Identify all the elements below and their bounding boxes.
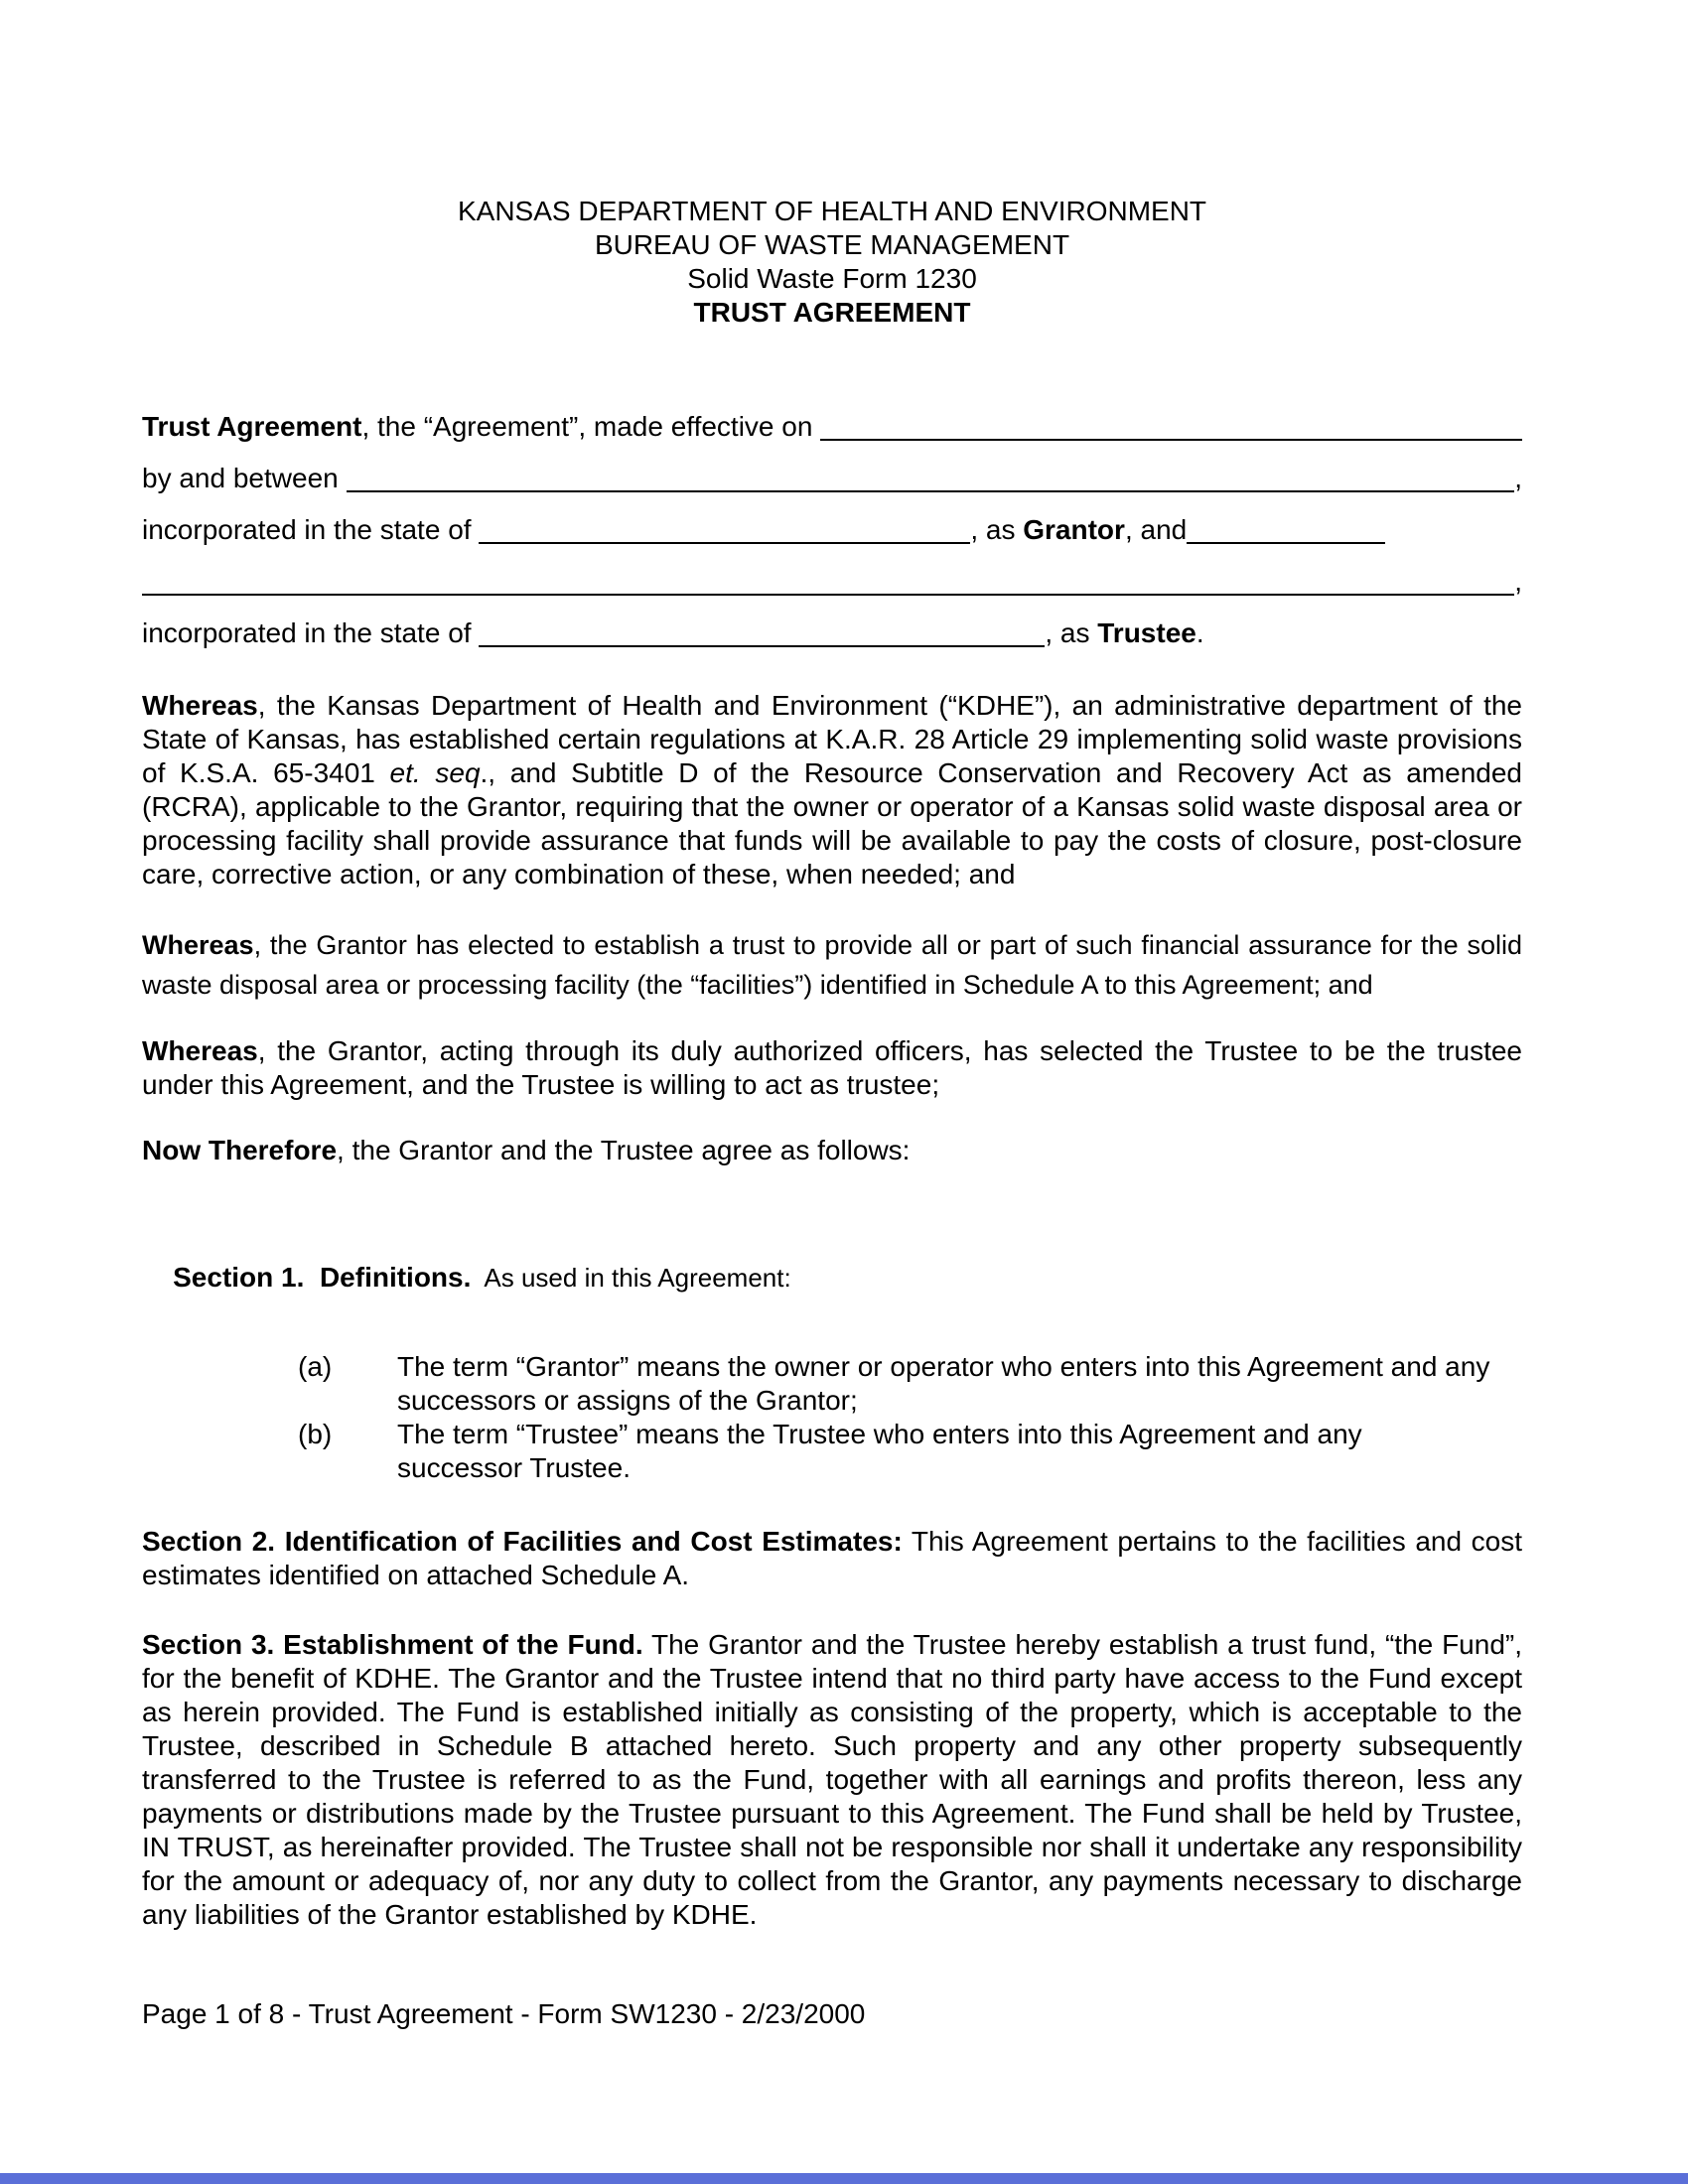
opening-line-between xyxy=(142,453,1522,504)
opening-line-grantor-state xyxy=(142,504,1522,556)
definition-item-b xyxy=(142,1418,1522,1485)
opening-line-trustee-name xyxy=(142,556,1522,608)
section-1-intro: As used in this Agreement: xyxy=(471,1263,791,1293)
definition-a-text xyxy=(397,1350,1489,1418)
section-2-text: This Agreement pertains to the facilities and cost estimates identified on attached Schedule A. xyxy=(142,1526,1522,1590)
definition-b-line-2: successor Trustee. xyxy=(397,1452,631,1483)
grantor-as-text: , as xyxy=(970,514,1024,545)
now-therefore-text: , the Grantor and the Trustee agree as follows: xyxy=(337,1135,911,1165)
section-3-title: Section 3. Establishment of the Fund. xyxy=(142,1629,643,1660)
opening-line-effective-date xyxy=(142,401,1522,453)
trust-agreement-lead: Trust Agreement xyxy=(142,411,362,442)
definition-b-text xyxy=(397,1418,1362,1485)
section-1-title: Section 1. Definitions. xyxy=(173,1262,472,1293)
whereas-3-lead: Whereas xyxy=(142,1035,258,1066)
section-2-paragraph xyxy=(142,1525,1522,1592)
whereas-clause-2 xyxy=(142,925,1522,1005)
section-3-text: The Grantor and the Trustee hereby establish a trust fund, “the Fund”, for the benefit of KDHE. The Grantor and the Trustee intend that no third party have access to the Fund except as herein provided. The Fund is established initially as consisting of the property, which is acceptable to the Trustee, described in Schedule B attached hereto. Such property and any other property subsequently transferred to the Trustee is referred to as the Fund, together with all earnings and profits thereon, less any payments or distributions made by the Trustee pursuant to this Agreement. The Fund shall be held by Trustee, IN TRUST, as hereinafter provided. The Trustee shall not be responsible nor shall it undertake any responsibility for the amount or adequacy of, nor any duty to collect from the Grantor, any payments necessary to discharge any liabilities of the Grantor established by KDHE. xyxy=(142,1629,1522,1930)
whereas-1-text-a: , the Kansas Department of Health and Environment (“KDHE”), an administrative department of the State of Kansas, has established certain regulations at K.A.R. 28 Article 29 implementing solid waste provisions of K.S.A. 65-3401 xyxy=(142,690,1522,788)
section-2-title: Section 2. Identification of Facilities and Cost Estimates: xyxy=(142,1526,903,1557)
definition-item-a xyxy=(142,1350,1522,1418)
whereas-clause-3 xyxy=(142,1034,1522,1102)
definitions-list xyxy=(142,1350,1522,1485)
effective-date-text: , the “Agreement”, made effective on xyxy=(361,411,821,442)
section-1-heading xyxy=(142,1227,1522,1328)
header-form-number-line: Solid Waste Form 1230 xyxy=(687,263,977,294)
trustee-state-blank[interactable] xyxy=(479,645,1045,647)
between-text: by and between xyxy=(142,463,347,493)
whereas-1-et-seq: et. seq xyxy=(389,757,481,788)
grantor-label: Grantor xyxy=(1023,514,1125,545)
whereas-2-lead: Whereas xyxy=(142,930,254,960)
between-comma: , xyxy=(1514,463,1522,493)
whereas-1-lead: Whereas xyxy=(142,690,258,721)
grantor-and-text: , and xyxy=(1124,514,1188,545)
grantor-name-blank[interactable] xyxy=(347,490,1515,492)
whereas-1-text-b: ., and Subtitle D of the Resource Conservation and Recovery Act as amended (RCRA), applicable to the Grantor, requiring that the owner or operator of a Kansas solid waste disposal area or processing facility shall provide assurance that funds will be available to pay the costs of closure, post-closure care, corrective action, or any combination of these, when needed; and xyxy=(142,757,1522,889)
document-page xyxy=(142,0,1522,2031)
trustee-name-comma: , xyxy=(1514,566,1522,597)
definition-a-line-2: successors or assigns of the Grantor; xyxy=(397,1385,858,1416)
whereas-clause-1 xyxy=(142,689,1522,891)
trustee-as-text: , as xyxy=(1045,617,1098,648)
trustee-name-blank-2[interactable] xyxy=(142,594,1514,596)
trustee-period: . xyxy=(1196,617,1204,648)
header-bureau-line: BUREAU OF WASTE MANAGEMENT xyxy=(594,229,1070,260)
whereas-2-text: , the Grantor has elected to establish a trust to provide all or part of such financial assurance for the solid waste disposal area or processing facility (the “facilities”) identified in Schedule A to this Agreement; and xyxy=(142,930,1522,1000)
grantor-incorporated-text: incorporated in the state of xyxy=(142,514,480,545)
bottom-edge-bar xyxy=(0,2173,1688,2184)
now-therefore-clause xyxy=(142,1134,1522,1167)
trustee-label: Trustee xyxy=(1097,617,1196,648)
definition-b-marker: (b) xyxy=(298,1419,333,1449)
whereas-3-text: , the Grantor, acting through its duly authorized officers, has selected the Trustee to be the trustee under this Agreement, and the Trustee is willing to act as trustee; xyxy=(142,1035,1522,1100)
definition-b-line-1: The term “Trustee” means the Trustee who enters into this Agreement and any xyxy=(397,1419,1362,1449)
opening-recitals xyxy=(142,401,1522,659)
definition-a-marker: (a) xyxy=(298,1351,333,1382)
definition-a-line-1: The term “Grantor” means the owner or operator who enters into this Agreement and any xyxy=(397,1351,1490,1382)
header-agency-line: KANSAS DEPARTMENT OF HEALTH AND ENVIRONMENT xyxy=(457,196,1207,226)
document-header xyxy=(142,195,1522,330)
grantor-state-blank[interactable] xyxy=(479,542,970,544)
effective-date-blank[interactable] xyxy=(820,439,1522,441)
page-footer: Page 1 of 8 - Trust Agreement - Form SW1230 - 2/23/2000 xyxy=(142,1998,866,2029)
opening-line-trustee-state xyxy=(142,608,1522,659)
trustee-name-blank-1[interactable] xyxy=(1187,542,1385,544)
now-therefore-lead: Now Therefore xyxy=(142,1135,338,1165)
trustee-incorporated-text: incorporated in the state of xyxy=(142,617,480,648)
document-title: TRUST AGREEMENT xyxy=(693,297,971,328)
section-3-paragraph xyxy=(142,1628,1522,1932)
